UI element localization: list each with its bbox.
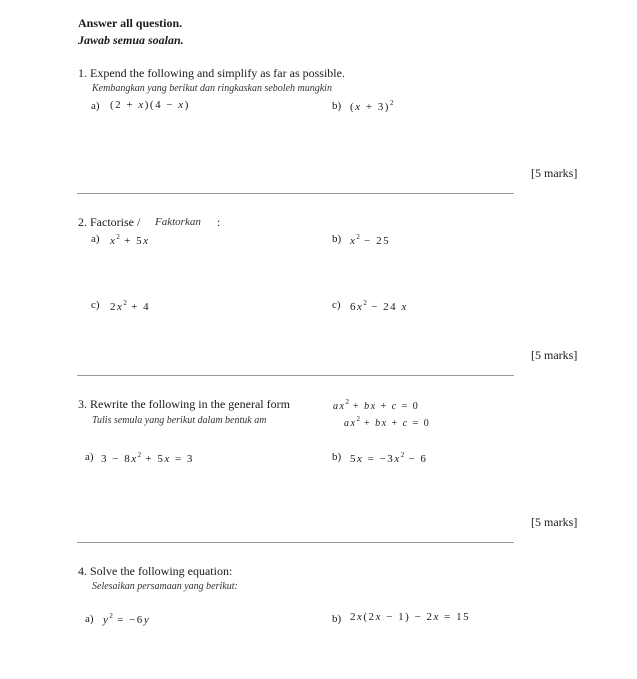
- q1-a-label: a): [91, 100, 100, 112]
- q2-a-label: a): [91, 233, 100, 245]
- q2-divider: [77, 375, 514, 376]
- q1-marks: [5 marks]: [531, 166, 578, 180]
- question-2-title: 2. Factorise /: [78, 215, 141, 229]
- q3-marks: [5 marks]: [531, 515, 578, 529]
- q3-b-label: b): [332, 451, 342, 463]
- q2-b-label: b): [332, 233, 342, 245]
- q1-a-expression: (2 + x)(4 − x): [110, 99, 190, 111]
- q2-b-expression: $x^2 - 25$: [350, 233, 391, 247]
- question-2-colon: :: [217, 215, 221, 229]
- q2-c-expression: $2x^2 + 4$: [110, 299, 151, 313]
- q3-general-form-malay: $ax^2$ + bx + c = 0: [344, 415, 431, 429]
- question-1-title: 1. Expend the following and simplify as far as possible.: [78, 66, 345, 80]
- instruction-english: Answer all question.: [78, 16, 183, 30]
- q2-c-label: c): [91, 299, 100, 311]
- q4-b-label: b): [332, 613, 342, 625]
- question-3-title: 3. Rewrite the following in the general form: [78, 397, 290, 411]
- q3-a-expression: $3 - 8x^2 + 5x = 3$: [101, 451, 194, 465]
- q3-general-form: $ax^2$ + bx + c = 0: [333, 398, 420, 412]
- q4-a-expression: $y^2 = -6y$: [103, 612, 151, 626]
- q1-divider: [77, 193, 514, 194]
- q3-a-label: a): [85, 451, 94, 463]
- q2-marks: [5 marks]: [531, 348, 578, 362]
- question-2-title-malay: Faktorkan: [155, 216, 201, 228]
- instruction-malay: Jawab semua soalan.: [78, 33, 184, 47]
- question-1-title-malay: Kembangkan yang berikut dan ringkaskan seboleh mungkin: [92, 83, 332, 94]
- q1-b-label: b): [332, 100, 342, 112]
- q2-a-expression: $x^2 + 5x$: [110, 233, 150, 247]
- question-3-title-malay: Tulis semula yang berikut dalam bentuk am: [92, 415, 267, 426]
- question-4-title: 4. Solve the following equation:: [78, 564, 233, 578]
- q2-d-expression: $6x^2 - 24$ x: [350, 299, 408, 313]
- q2-d-label: c): [332, 299, 341, 311]
- q1-b-expression: $(x + 3)^2$: [350, 99, 394, 113]
- q4-a-label: a): [85, 613, 94, 625]
- q3-b-expression: $5x = -3x^2 - 6$: [350, 451, 428, 465]
- q3-divider: [77, 542, 514, 543]
- q4-b-expression: 2x(2x − 1) − 2x = 15: [350, 611, 471, 623]
- question-4-title-malay: Selesaikan persamaan yang berikut:: [92, 581, 238, 592]
